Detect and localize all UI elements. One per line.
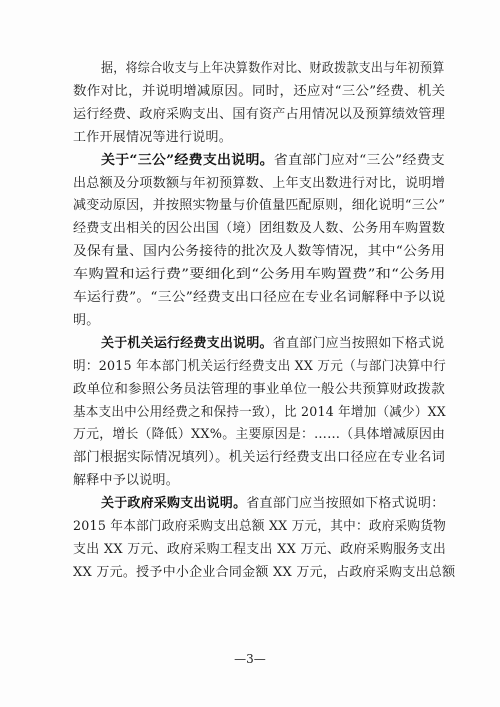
text-line: [73, 424, 500, 446]
section-heading: 关于政府采购支出说明。: [101, 496, 247, 512]
paragraph-text: 基本支出中公用经费之和保持一致），比 2014 年增加（减少）XX: [73, 404, 446, 420]
text-line: [73, 173, 500, 195]
text-line: [101, 333, 445, 355]
paragraph-text: 车运行费”。“三公”经费支出口径应在专业名词解释中予以说: [73, 290, 446, 305]
text-line: [73, 264, 500, 286]
text-line: [101, 493, 445, 515]
paragraph-text: 车购置和运行费”要细化到“公务用车购置费”和“公务用: [73, 267, 446, 283]
paragraph-text: XX 万元。授予中小企业合同金额 XX 万元，占政府采购支出总额: [73, 564, 456, 580]
paragraph-text: 明：2015 年本部门机关运行经费支出 XX 万元（与部门决算中行: [73, 358, 447, 374]
text-line: [73, 379, 500, 401]
text-line: [101, 150, 445, 172]
paragraph-text: 及保有量、国内公务接待的批次及人数等情况，其中“公务用: [73, 244, 446, 260]
page-number: —3—: [234, 652, 266, 666]
paragraph-text: 万元，增长（降低）XX%。主要原因是：……（具体增减原因由: [73, 427, 446, 443]
text-line: [73, 218, 500, 240]
text-line: [73, 127, 500, 149]
paragraph-text: 据，将综合收支与上年决算数作对比、财政拨款支出与年初预算: [101, 61, 445, 76]
paragraph-text: 支出 XX 万元、政府采购工程支出 XX 万元、政府采购服务支出: [73, 541, 447, 557]
text-line: [73, 104, 500, 126]
paragraph-text: 减变动原因，并按照实物量与价值量匹配原则，细化说明“三公”: [73, 198, 446, 214]
text-line: [73, 402, 500, 424]
text-line: [73, 287, 500, 309]
text-line: [73, 310, 500, 332]
paragraph-text: 2015 年本部门政府采购支出总额 XX 万元，其中：政府采购货物: [73, 519, 447, 534]
paragraph-text: 省直部门应当按照如下格式说: [272, 335, 445, 351]
paragraph-text: 省直部门应当按照如下格式说明：: [246, 496, 445, 512]
paragraph-text: 省直部门应对“三公”经费支: [273, 152, 445, 168]
text-line: [73, 356, 500, 378]
paragraph-text: 政单位和参照公务员法管理的事业单位一般公共预算财政拨款: [73, 381, 446, 397]
paragraph-text: 解释中予以说明。: [73, 473, 180, 489]
text-line: [73, 516, 500, 538]
paragraph-text: 部门根据实际情况填列）。机关运行经费支出口径应在专业名词: [73, 450, 446, 466]
section-heading: 关于机关运行经费支出说明。: [101, 335, 273, 351]
paragraph-text: 明。: [73, 312, 100, 328]
paragraph-text: 数作对比，并说明增减原因。同时，还应对“三公”经费、机关: [73, 83, 446, 99]
paragraph-text: 工作开展情况等进行说明。: [73, 129, 233, 145]
paragraph-text: 出总额及分项数额与年初预算数、上年支出数进行对比，说明增: [73, 175, 446, 191]
text-line: [73, 195, 500, 217]
section-heading: 关于“三公”经费支出说明。: [101, 152, 274, 168]
text-line: [73, 562, 500, 584]
paragraph-text: 运行经费、政府采购支出、国有资产占用情况以及预算绩效管理: [73, 106, 446, 122]
paragraph-text: 经费支出相关的因公出国（境）团组数及人数、公务用车购置数: [73, 221, 446, 237]
text-line: [73, 539, 500, 561]
text-line: [73, 447, 500, 469]
text-line: [73, 470, 500, 492]
text-line: [101, 58, 500, 80]
text-line: [73, 81, 500, 103]
text-line: [73, 241, 500, 263]
